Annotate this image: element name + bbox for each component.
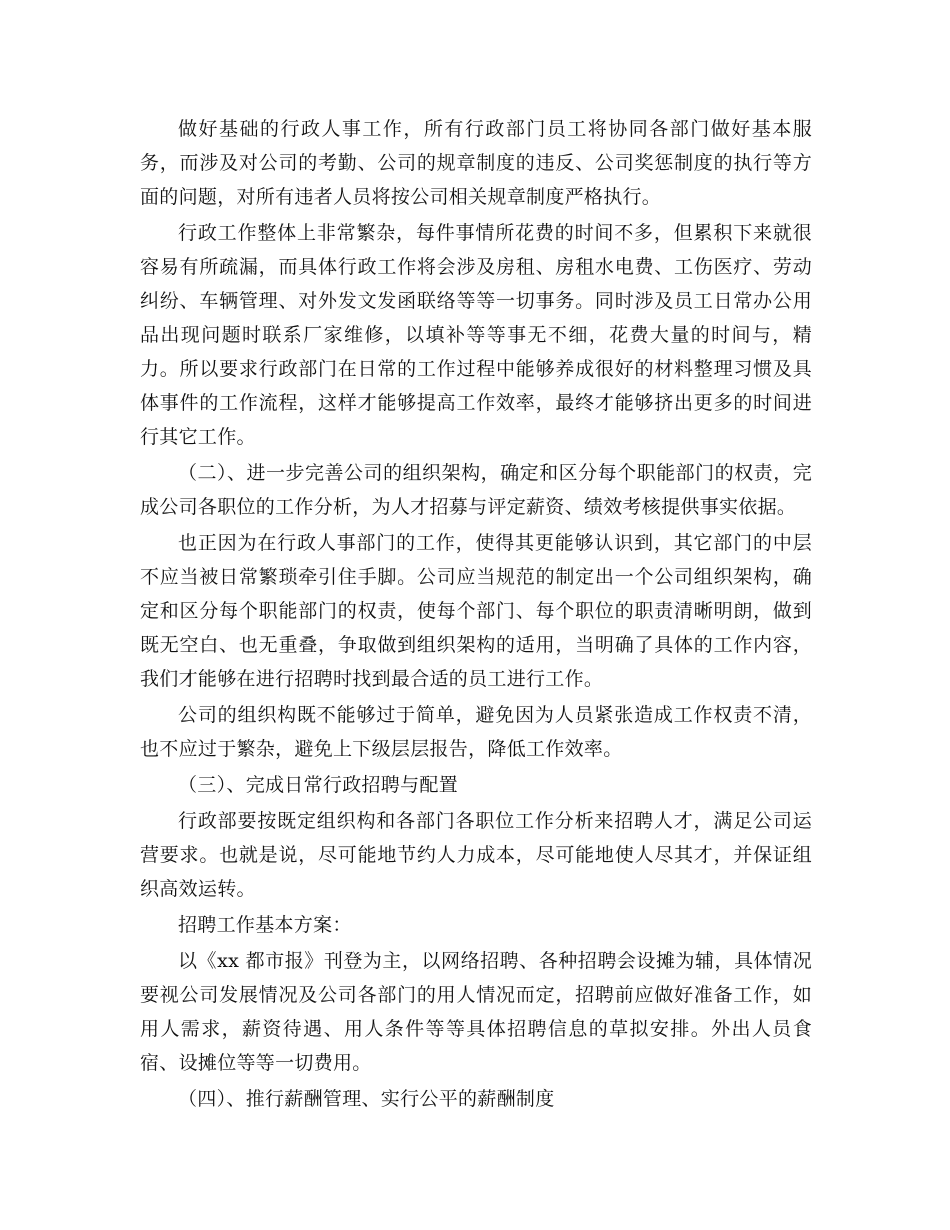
section-heading-3: （三）、完成日常行政招聘与配置 [178,774,459,796]
section-heading-4: （四）、推行薪酬管理、实行公平的薪酬制度 [178,1088,555,1110]
paragraph-recruitment-plan-label: 招聘工作基本方案： [178,914,352,936]
section-heading-2: （二）、进一步完善公司的组织架构，确定和区分每个职能部门的权责，完成公司各职位的工作分析，为人才招募与评定薪资、绩效考核提供事实依据。 [140,462,812,518]
paragraph-org-structure: 也正因为在行政人事部门的工作，使得其更能够认识到，其它部门的中层不应当被日常繁琐牵引住手脚。公司应当规范的制定出一个公司组织架构，确定和区分每个职能部门的权责，使每个部门、每个职位的职责清晰明朗，做到既无空白、也无重叠，争取做到组织架构的适用，当明确了具体的工作内容，我们才能够在进行招聘时找到最合适的员工进行工作。 [140,532,812,690]
paragraph-recruitment-plan: 以《xx 都市报》刊登为主，以网络招聘、各种招聘会设摊为辅，具体情况要视公司发展情况及公司各部门的用人情况而定，招聘前应做好准备工作，如用人需求，薪资待遇、用人条件等等具体招聘信息的草拟安排。外出人员食宿、设摊位等等一切费用。 [140,950,812,1074]
paragraph-basic-admin-work: 做好基础的行政人事工作，所有行政部门员工将协同各部门做好基本服务，而涉及对公司的考勤、公司的规章制度的违反、公司奖惩制度的执行等方面的问题，对所有违者人员将按公司相关规章制度严格执行。 [140,118,812,208]
paragraph-org-balance: 公司的组织构既不能够过于简单，避免因为人员紧张造成工作权责不清，也不应过于繁杂，避免上下级层层报告，降低工作效率。 [140,704,812,760]
paragraph-recruitment-goal: 行政部要按既定组织构和各部门各职位工作分析来招聘人才，满足公司运营要求。也就是说，尽可能地节约人力成本，尽可能地使人尽其才，并保证组织高效运转。 [140,810,812,900]
paragraph-admin-complexity: 行政工作整体上非常繁杂，每件事情所花费的时间不多，但累积下来就很容易有所疏漏，而具体行政工作将会涉及房租、房租水电费、工伤医疗、劳动纠纷、车辆管理、对外发文发函联络等等一切事务。同时涉及员工日常办公用品出现问题时联系厂家维修，以填补等等事无不细，花费大量的时间与，精力。所以要求行政部门在日常的工作过程中能够养成很好的材料整理习惯及具体事件的工作流程，这样才能够提高工作效率，最终才能够挤出更多的时间进行其它工作。 [140,222,812,448]
document-body [140,112,812,1118]
